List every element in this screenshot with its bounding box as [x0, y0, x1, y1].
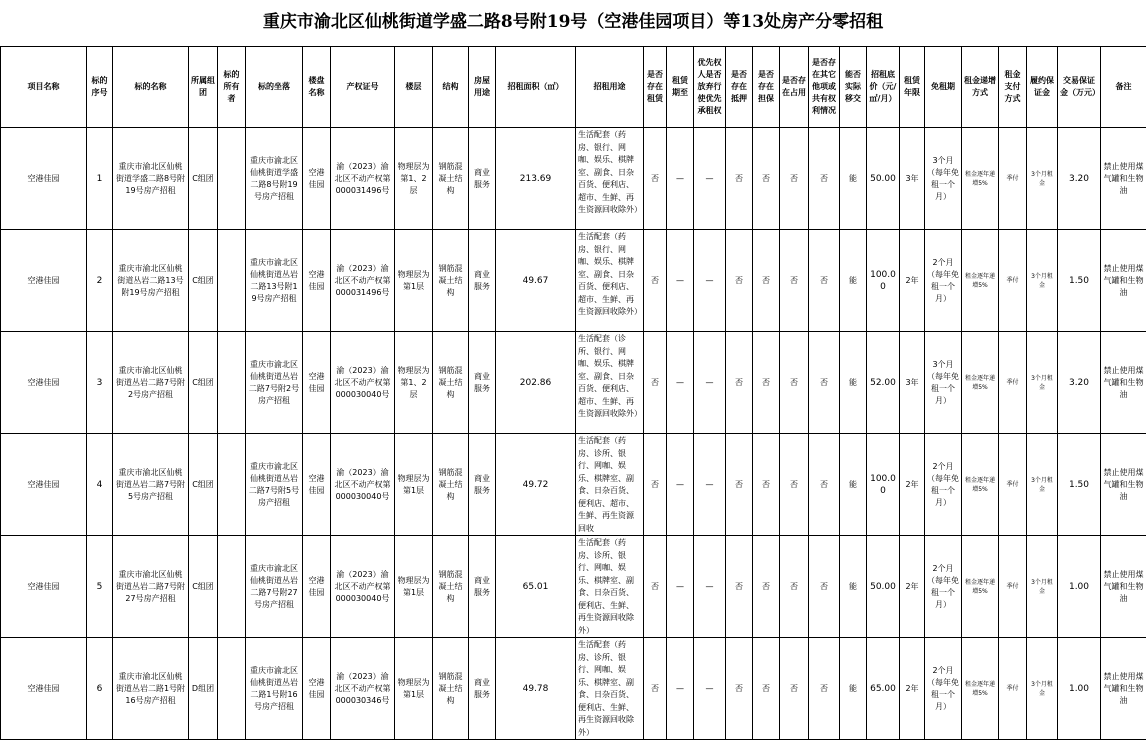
column-header: 结构 [433, 47, 469, 128]
table-cell: 季付 [999, 332, 1027, 434]
table-cell: — [694, 536, 726, 638]
table-cell: C组团 [189, 230, 218, 332]
table-cell: 2年 [900, 536, 925, 638]
table-cell: 商业服务 [469, 230, 496, 332]
table-cell: — [667, 332, 694, 434]
table-cell: 5 [87, 536, 113, 638]
table-cell: 否 [753, 332, 780, 434]
table-cell [218, 638, 246, 740]
table-cell: 否 [780, 128, 809, 230]
table-cell: 能 [840, 332, 867, 434]
table-cell [218, 332, 246, 434]
table-cell: 否 [780, 230, 809, 332]
table-cell: 2个月（每年免租一个月） [925, 230, 962, 332]
table-cell: 1.00 [1058, 536, 1101, 638]
rental-table [0, 46, 1146, 740]
table-cell: 空港佳园 [303, 230, 331, 332]
table-row [1, 332, 1146, 434]
table-cell: 202.86 [496, 332, 576, 434]
table-cell: 3个月租金 [1027, 128, 1058, 230]
table-cell: 季付 [999, 536, 1027, 638]
table-cell: 否 [809, 128, 840, 230]
table-cell: 商业服务 [469, 128, 496, 230]
table-cell: 重庆市渝北区仙桃街道丛岩二路7号附27号房产招租 [113, 536, 189, 638]
table-cell: 1 [87, 128, 113, 230]
column-header: 免租期 [925, 47, 962, 128]
table-cell: 否 [644, 536, 667, 638]
table-cell: — [667, 230, 694, 332]
column-header: 招租底价（元/㎡/月） [867, 47, 900, 128]
table-cell: 重庆市渝北区仙桃街道丛岩二路1号附16号房产招租 [246, 638, 303, 740]
table-cell: 100.00 [867, 230, 900, 332]
table-cell: 季付 [999, 230, 1027, 332]
table-cell: 否 [809, 434, 840, 536]
table-cell: 禁止使用煤气罐和生物油 [1101, 434, 1146, 536]
table-cell: 否 [753, 638, 780, 740]
table-cell: 3个月（每年免租一个月） [925, 332, 962, 434]
table-cell: 3.20 [1058, 128, 1101, 230]
table-row [1, 434, 1146, 536]
table-cell: 钢筋混凝土结构 [433, 434, 469, 536]
table-cell: 禁止使用煤气罐和生物油 [1101, 128, 1146, 230]
table-cell: 52.00 [867, 332, 900, 434]
table-cell: 渝（2023）渝北区不动产权第000030346号 [331, 638, 395, 740]
table-cell: 商业服务 [469, 434, 496, 536]
table-cell: 物理层为第1层 [395, 638, 433, 740]
table-cell: 空港佳园 [303, 128, 331, 230]
table-cell: 能 [840, 536, 867, 638]
column-header: 标的名称 [113, 47, 189, 128]
table-cell: 商业服务 [469, 332, 496, 434]
column-header: 产权证号 [331, 47, 395, 128]
table-cell: 2年 [900, 434, 925, 536]
column-header: 是否存在担保 [753, 47, 780, 128]
table-cell: 3个月租金 [1027, 230, 1058, 332]
table-cell: 重庆市渝北区仙桃街道丛岩二路1号附16号房产招租 [113, 638, 189, 740]
table-cell: 4 [87, 434, 113, 536]
table-cell: 重庆市渝北区仙桃街道丛岩二路7号附27号房产招租 [246, 536, 303, 638]
table-cell: — [667, 434, 694, 536]
column-header: 能否实际移交 [840, 47, 867, 128]
table-cell: 3.20 [1058, 332, 1101, 434]
header-row [1, 47, 1146, 128]
table-cell: 2 [87, 230, 113, 332]
table-cell [218, 128, 246, 230]
table-cell: 租金逐年递增5% [962, 332, 999, 434]
table-cell: C组团 [189, 434, 218, 536]
table-cell: 空港佳园 [303, 536, 331, 638]
table-cell: 否 [780, 332, 809, 434]
table-cell: 否 [809, 536, 840, 638]
table-cell: 钢筋混凝土结构 [433, 128, 469, 230]
column-header: 交易保证金（万元） [1058, 47, 1101, 128]
table-cell: 租金逐年递增5% [962, 434, 999, 536]
column-header: 标的序号 [87, 47, 113, 128]
table-cell [218, 434, 246, 536]
table-cell: 1.50 [1058, 230, 1101, 332]
table-cell: 1.00 [1058, 638, 1101, 740]
table-cell: 禁止使用煤气罐和生物油 [1101, 230, 1146, 332]
table-row [1, 638, 1146, 740]
table-cell: 钢筋混凝土结构 [433, 536, 469, 638]
table-cell: 禁止使用煤气罐和生物油 [1101, 536, 1146, 638]
table-cell [218, 230, 246, 332]
column-header: 租金支付方式 [999, 47, 1027, 128]
table-cell: 否 [644, 332, 667, 434]
column-header: 楼层 [395, 47, 433, 128]
table-cell: 渝（2023）渝北区不动产权第000030040号 [331, 536, 395, 638]
table-cell: 生活配套（药房、诊所、银行、网咖、娱乐、棋牌室、副食、日杂百货、便利店、生鲜、再生资源回收除外） [576, 536, 644, 638]
table-cell: 生活配套（药房、诊所、银行、网咖、娱乐、棋牌室、副食、日杂百货、便利店、超市、生鲜、再生资源回收 [576, 434, 644, 536]
table-cell: 49.72 [496, 434, 576, 536]
table-cell: 租金逐年递增5% [962, 128, 999, 230]
table-cell: 2个月（每年免租一个月） [925, 638, 962, 740]
table-cell: 否 [780, 536, 809, 638]
table-cell: — [694, 332, 726, 434]
column-header: 招租用途 [576, 47, 644, 128]
table-cell: 否 [644, 434, 667, 536]
table-cell: 空港佳园 [303, 434, 331, 536]
column-header: 履约保证金 [1027, 47, 1058, 128]
table-cell: 否 [644, 230, 667, 332]
table-cell: C组团 [189, 128, 218, 230]
table-cell: 物理层为第1、2层 [395, 128, 433, 230]
table-row [1, 128, 1146, 230]
table-cell: — [667, 536, 694, 638]
table-cell: 2个月（每年免租一个月） [925, 434, 962, 536]
table-cell: 钢筋混凝土结构 [433, 230, 469, 332]
table-cell: 重庆市渝北区仙桃街道丛岩二路13号附19号房产招租 [246, 230, 303, 332]
column-header: 标的所有者 [218, 47, 246, 128]
table-cell: 钢筋混凝土结构 [433, 638, 469, 740]
column-header: 备注 [1101, 47, 1146, 128]
table-cell: 重庆市渝北区仙桃街道丛岩二路7号附2号房产招租 [113, 332, 189, 434]
table-cell: 否 [726, 536, 753, 638]
table-cell: 空港佳园 [303, 332, 331, 434]
column-header: 项目名称 [1, 47, 87, 128]
table-cell: 否 [726, 332, 753, 434]
table-cell: 1.50 [1058, 434, 1101, 536]
table-cell: 否 [726, 638, 753, 740]
column-header: 楼盘名称 [303, 47, 331, 128]
column-header: 是否存在其它他项或共有权利情况 [809, 47, 840, 128]
table-cell: 渝（2023）渝北区不动产权第000031496号 [331, 230, 395, 332]
table-cell: 商业服务 [469, 536, 496, 638]
table-cell: 重庆市渝北区仙桃街道丛岩二路7号附5号房产招租 [113, 434, 189, 536]
table-cell: 否 [726, 230, 753, 332]
table-cell: 213.69 [496, 128, 576, 230]
table-cell: C组团 [189, 536, 218, 638]
table-cell: 空港佳园 [1, 128, 87, 230]
table-cell: 3个月租金 [1027, 332, 1058, 434]
table-cell: 否 [753, 230, 780, 332]
table-cell: 3个月租金 [1027, 536, 1058, 638]
table-cell: 否 [726, 128, 753, 230]
column-header: 是否存在抵押 [726, 47, 753, 128]
table-cell: 空港佳园 [1, 434, 87, 536]
table-cell: 6 [87, 638, 113, 740]
column-header: 标的坐落 [246, 47, 303, 128]
table-cell: 能 [840, 230, 867, 332]
table-cell: 重庆市渝北区仙桃街道丛岩二路7号附2号房产招租 [246, 332, 303, 434]
table-cell: 空港佳园 [1, 230, 87, 332]
table-cell: 65.01 [496, 536, 576, 638]
table-cell: 49.67 [496, 230, 576, 332]
table-cell: 空港佳园 [1, 638, 87, 740]
table-cell: 空港佳园 [303, 638, 331, 740]
table-cell: 3个月租金 [1027, 434, 1058, 536]
column-header: 所属组团 [189, 47, 218, 128]
table-cell: 能 [840, 638, 867, 740]
table-cell: 生活配套（药房、诊所、银行、网咖、娱乐、棋牌室、副食、日杂百货、便利店、生鲜、再生资源回收除外） [576, 638, 644, 740]
table-cell: 生活配套（诊所、银行、网咖、娱乐、棋牌室、副食、日杂百货、便利店、超市、生鲜、再生资源回收除外） [576, 332, 644, 434]
table-cell: 否 [753, 128, 780, 230]
table-cell: 2年 [900, 230, 925, 332]
table-row [1, 230, 1146, 332]
table-cell: 生活配套（药房、银行、网咖、娱乐、棋牌室、副食、日杂百货、便利店、超市、生鲜、再生资源回收除外） [576, 230, 644, 332]
column-header: 招租面积（㎡） [496, 47, 576, 128]
table-cell: 禁止使用煤气罐和生物油 [1101, 332, 1146, 434]
table-cell: — [694, 434, 726, 536]
column-header: 租赁期至 [667, 47, 694, 128]
table-cell: 渝（2023）渝北区不动产权第000031496号 [331, 128, 395, 230]
column-header: 是否存在租赁 [644, 47, 667, 128]
table-cell: — [694, 128, 726, 230]
table-cell: 禁止使用煤气罐和生物油 [1101, 638, 1146, 740]
table-cell: 重庆市渝北区仙桃街道丛岩二路7号附5号房产招租 [246, 434, 303, 536]
table-cell: 季付 [999, 434, 1027, 536]
table-cell: 钢筋混凝土结构 [433, 332, 469, 434]
table-cell: 租金逐年递增5% [962, 230, 999, 332]
table-cell: — [694, 230, 726, 332]
table-cell: 否 [809, 332, 840, 434]
column-header: 租赁年限 [900, 47, 925, 128]
table-cell: D组团 [189, 638, 218, 740]
table-cell: 生活配套（药房、银行、网咖、娱乐、棋牌室、副食、日杂百货、便利店、超市、生鲜、再生资源回收除外） [576, 128, 644, 230]
table-cell: 65.00 [867, 638, 900, 740]
table-cell: 渝（2023）渝北区不动产权第000030040号 [331, 434, 395, 536]
table-cell: 3个月租金 [1027, 638, 1058, 740]
table-cell: 季付 [999, 128, 1027, 230]
table-cell: 3个月（每年免租一个月） [925, 128, 962, 230]
page-title: 重庆市渝北区仙桃街道学盛二路8号附19号（空港佳园项目）等13处房产分零招租 [0, 0, 1146, 45]
table-cell: 2个月（每年免租一个月） [925, 536, 962, 638]
column-header: 房屋用途 [469, 47, 496, 128]
table-cell: 租金逐年递增5% [962, 638, 999, 740]
table-cell: 3年 [900, 332, 925, 434]
table-cell: 能 [840, 434, 867, 536]
table-cell: 否 [644, 638, 667, 740]
table-cell: 租金逐年递增5% [962, 536, 999, 638]
table-cell: 重庆市渝北区仙桃街道丛岩二路13号附19号房产招租 [113, 230, 189, 332]
table-cell [218, 536, 246, 638]
table-cell: 100.00 [867, 434, 900, 536]
table-cell: 否 [809, 638, 840, 740]
table-cell: 否 [809, 230, 840, 332]
table-cell: 空港佳园 [1, 536, 87, 638]
table-cell: 能 [840, 128, 867, 230]
table-cell: 50.00 [867, 128, 900, 230]
table-cell: 空港佳园 [1, 332, 87, 434]
table-cell: 季付 [999, 638, 1027, 740]
table-cell: 渝（2023）渝北区不动产权第000030040号 [331, 332, 395, 434]
table-cell: C组团 [189, 332, 218, 434]
table-cell: 物理层为第1层 [395, 536, 433, 638]
table-cell: 否 [644, 128, 667, 230]
table-cell: — [694, 638, 726, 740]
table-cell: 物理层为第1、2层 [395, 332, 433, 434]
table-cell: 3 [87, 332, 113, 434]
table-cell: 否 [726, 434, 753, 536]
table-cell: 否 [780, 638, 809, 740]
table-cell: 重庆市渝北区仙桃街道学盛二路8号附19号房产招租 [113, 128, 189, 230]
table-cell: 50.00 [867, 536, 900, 638]
table-cell: — [667, 128, 694, 230]
table-cell: 重庆市渝北区仙桃街道学盛二路8号附19号房产招租 [246, 128, 303, 230]
table-cell: — [667, 638, 694, 740]
table-cell: 否 [753, 536, 780, 638]
column-header: 是否存在占用 [780, 47, 809, 128]
table-cell: 2年 [900, 638, 925, 740]
table-cell: 物理层为第1层 [395, 230, 433, 332]
table-cell: 否 [753, 434, 780, 536]
table-cell: 3年 [900, 128, 925, 230]
table-row [1, 536, 1146, 638]
table-cell: 49.78 [496, 638, 576, 740]
table-cell: 商业服务 [469, 638, 496, 740]
column-header: 租金递增方式 [962, 47, 999, 128]
column-header: 优先权人是否放弃行使优先承租权 [694, 47, 726, 128]
table-cell: 物理层为第1层 [395, 434, 433, 536]
table-cell: 否 [780, 434, 809, 536]
